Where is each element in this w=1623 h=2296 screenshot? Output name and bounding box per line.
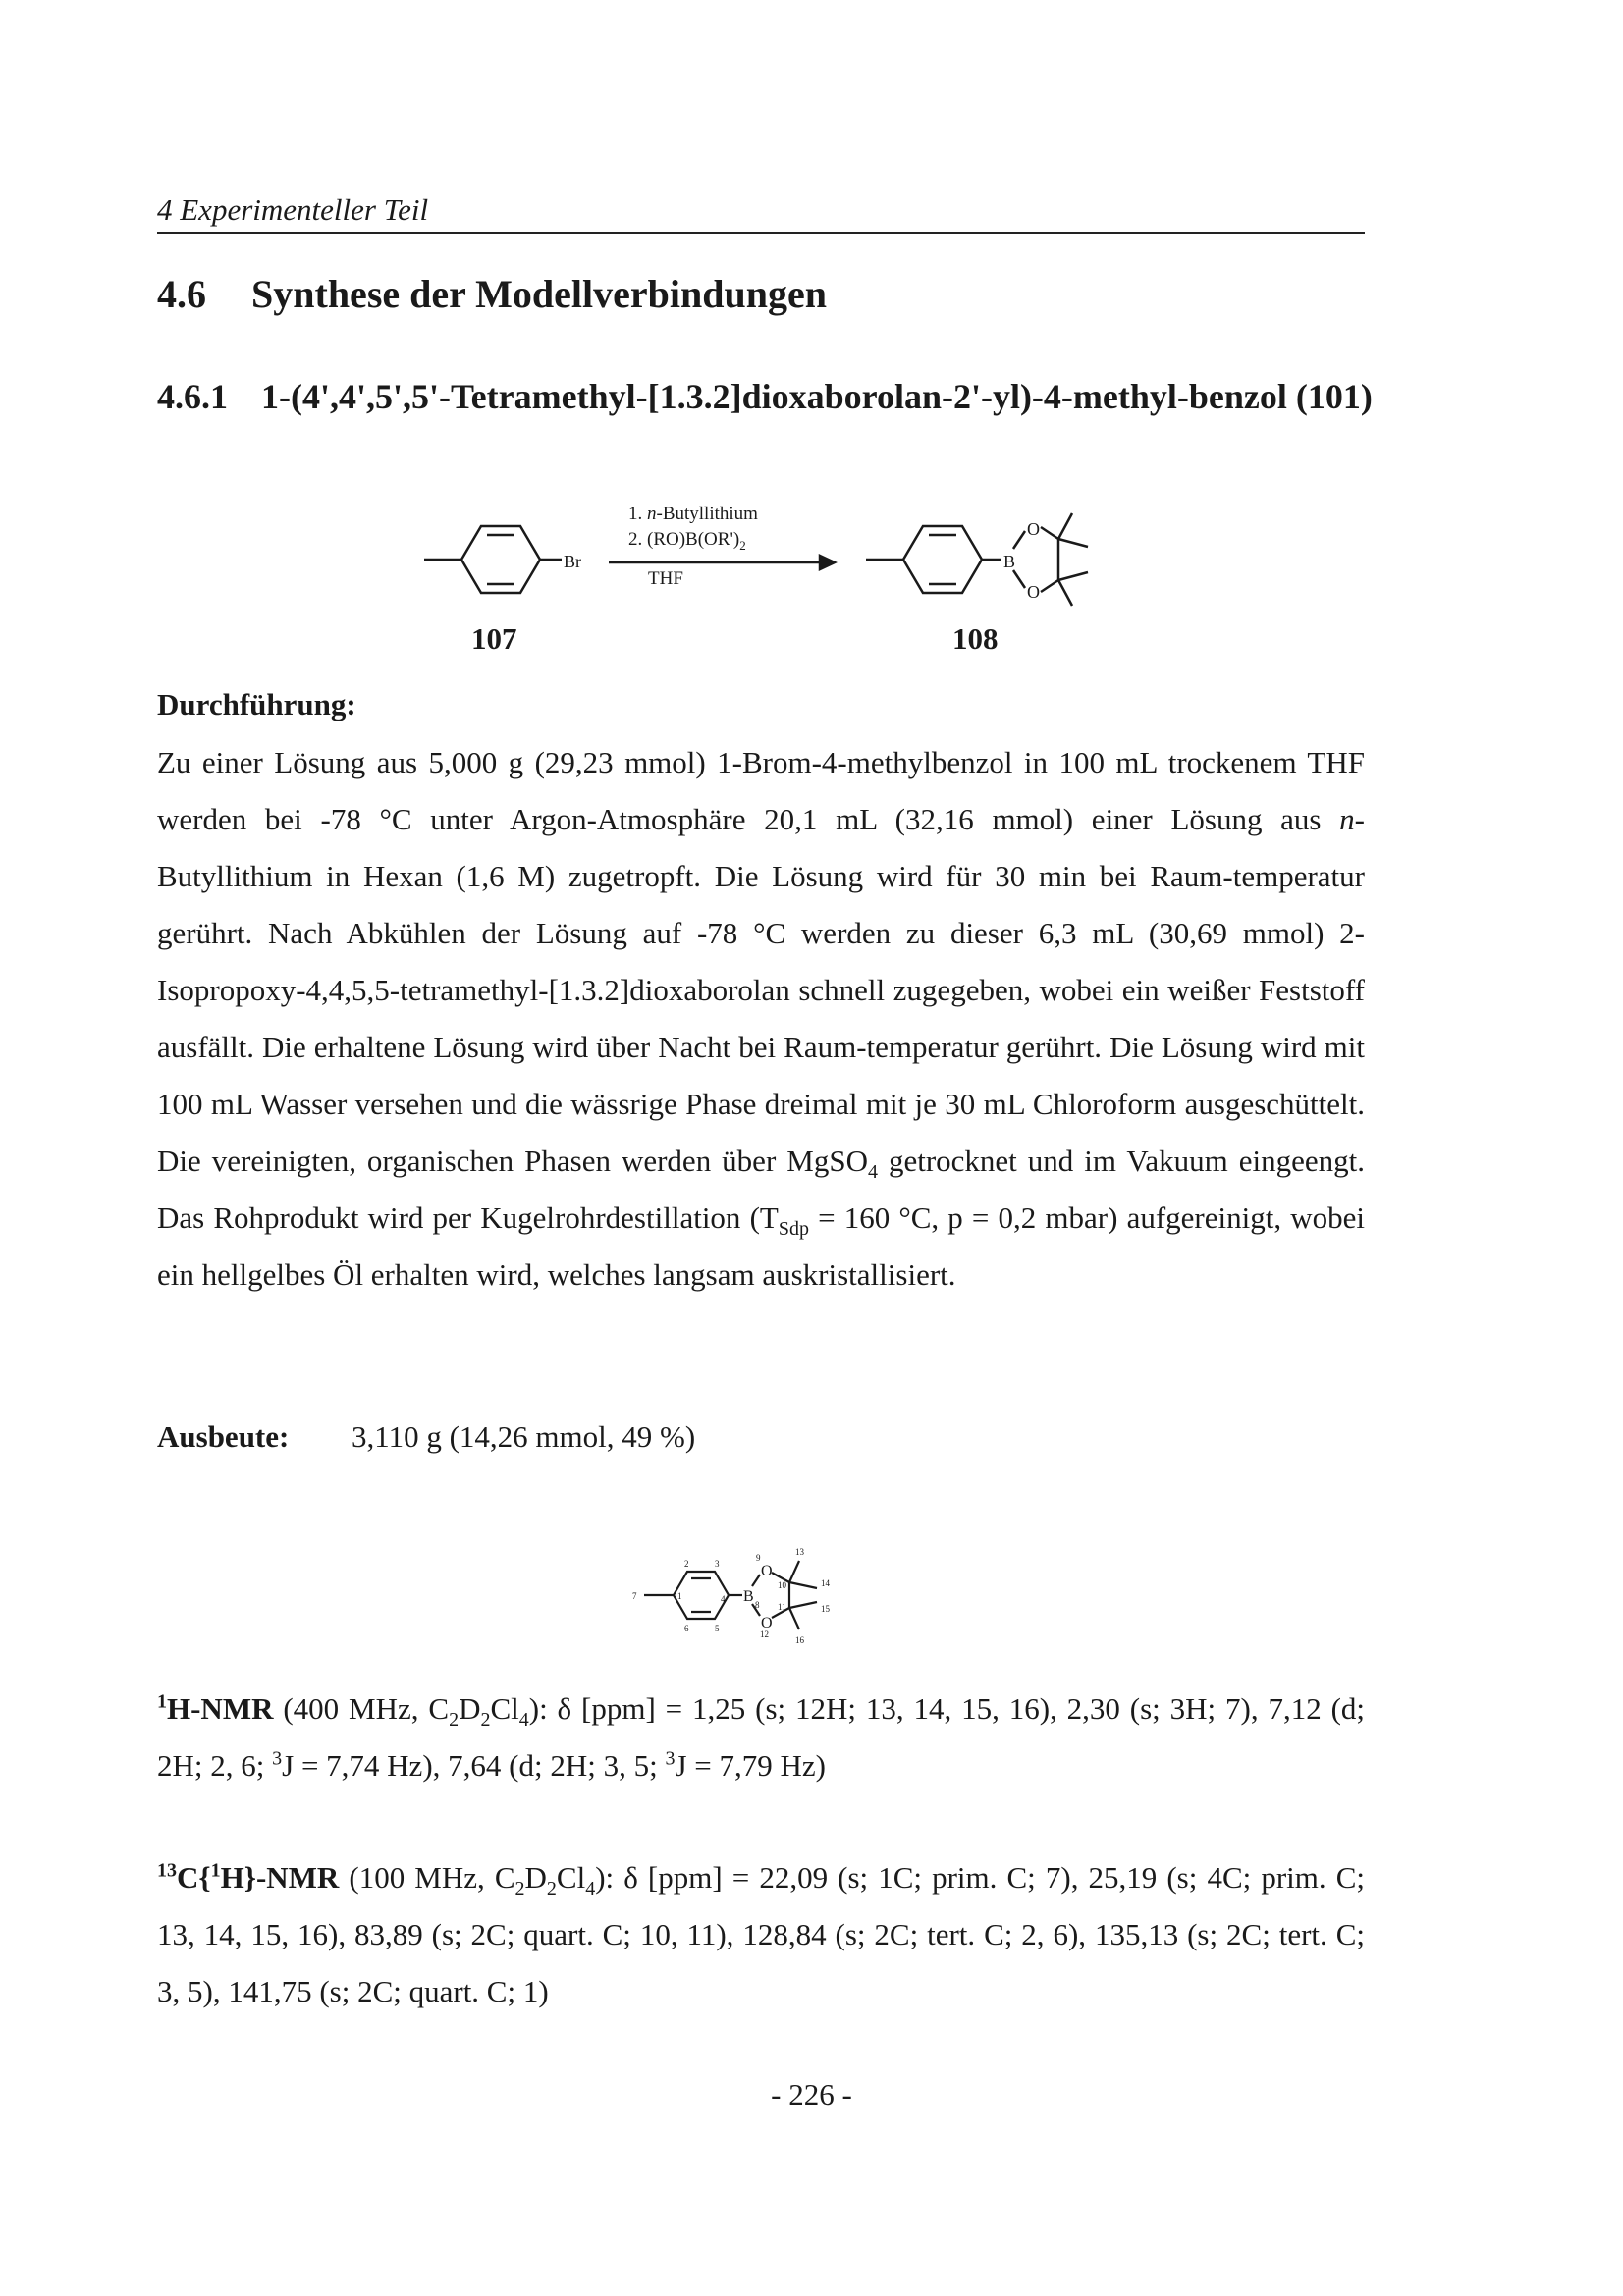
oxygen-label-bottom: O (761, 1615, 773, 1631)
atom-number-2: 2 (684, 1559, 689, 1569)
atom-number-1: 1 (677, 1591, 682, 1601)
atom-number-8: 8 (755, 1600, 760, 1610)
atom-number-15: 15 (821, 1604, 830, 1614)
oxygen-label-bottom: O (1027, 582, 1040, 602)
subsection-title-text: 1-(4',4',5',5'-Tetramethyl-[1.3.2]dioxaborolan-2'-yl)-4-methyl-benzol (101) (261, 377, 1373, 416)
running-header: 4 Experimenteller Teil (157, 192, 1365, 234)
atom-number-9: 9 (756, 1553, 761, 1563)
reagent-line-1: 1. n-Butyllithium (628, 504, 758, 524)
atom-number-4: 4 (721, 1594, 726, 1604)
subsection-number: 4.6.1 (157, 377, 228, 416)
reagent-line-2: 2. $(RO)B(OR')_2$ (628, 529, 746, 553)
atom-number-7: 7 (632, 1591, 637, 1601)
oxygen-label-top: O (761, 1563, 773, 1579)
atom-number-16: 16 (795, 1635, 804, 1645)
atom-number-11: 11 (778, 1602, 786, 1612)
subsection-title (157, 359, 1375, 434)
yield-label: Ausbeute: (157, 1419, 290, 1454)
yield-value: 3,110 g (14,26 mmol, 49 %) (352, 1419, 696, 1454)
atom-number-13: 13 (795, 1547, 804, 1557)
section-number: 4.6 (157, 272, 206, 316)
section-title (157, 271, 827, 317)
reaction-scheme (412, 496, 1119, 667)
section-title-text: Synthese der Modellverbindungen (251, 272, 827, 316)
atom-number-3: 3 (715, 1559, 720, 1569)
atom-number-14: 14 (821, 1578, 830, 1588)
procedure-heading: Durchführung: (157, 687, 356, 721)
bromine-label: Br (564, 552, 581, 571)
compound-number-108: 108 (952, 621, 999, 656)
page-number: - 226 - (771, 2077, 852, 2111)
oxygen-label-top: O (1027, 519, 1040, 539)
boron-label: B (1003, 552, 1016, 571)
solvent-label: THF (648, 568, 683, 589)
compound-number-107: 107 (471, 621, 517, 656)
numbered-structure (624, 1522, 909, 1669)
atom-number-6: 6 (684, 1624, 689, 1633)
procedure-paragraph: Zu einer Lösung aus 5,000 g (29,23 mmol) 1-Brom-4-methylbenzol in 100 mL trockenem THF werden bei -78 °C unter Argon-Atmosphäre 20,1 mL (32,16 mmol) einer Lösung aus n-Butyllithium in Hexan (1,6 M) zugetropft. Die Lösung wird für 30 min bei Raum-temperatur gerührt. Nach Abkühlen der Lösung auf -78 °C werden zu dieser 6,3 mL (30,69 mmol) 2-Isopropoxy-4,4,5,5-tetramethyl-[1.3.2]dioxaborolan schnell zugegeben, wobei ein weißer Feststoff ausfällt. Die erhaltene Lösung wird über Nacht bei Raum-temperatur gerührt. Die Lösung wird mit 100 mL Wasser versehen und die wässrige Phase dreimal mit je 30 mL Chloroform ausgeschüttelt. Die vereinigten, organischen Phasen werden über MgSO$_4$ getrocknet und im Vakuum eingeengt. Das Rohprodukt wird per Kugelrohrdestillation ($T_{Sdp} = 160$ °C, p = 0,2 mbar) aufgereinigt, wobei ein hellgelbes Öl erhalten wird, welches langsam auskristallisiert. (157, 745, 1365, 1292)
boron-label: B (743, 1588, 754, 1605)
yield-line (157, 1419, 695, 1455)
atom-number-5: 5 (715, 1624, 720, 1633)
h-nmr-data: $^1$H-NMR (400 MHz, $C_2D_2Cl_4$): δ [ppm] = 1,25 (s; 12H; 13, 14, 15, 16), 2,30 (s; 3H; 7), 7,12 (d; 2H; 2, 6; $^3$J = 7,74 Hz), 7,64 (d; 2H; 3, 5; $^3$J = 7,79 Hz) (157, 1690, 1365, 1783)
atom-number-10: 10 (778, 1580, 786, 1590)
atom-number-12: 12 (760, 1629, 769, 1639)
c-nmr-data: $^{13}$C{$^1$H}-NMR (100 MHz, $C_2D_2Cl_4$): δ [ppm] = 22,09 (s; 1C; prim. C; 7), 25,19 (s; 4C; prim. C; 13, 14, 15, 16), 83,89 (s; 2C; quart. C; 10, 11), 128,84 (s; 2C; tert. C; 2, 6), 135,13 (s; 2C; tert. C; 3, 5), 141,75 (s; 2C; quart. C; 1) (157, 1859, 1365, 2008)
